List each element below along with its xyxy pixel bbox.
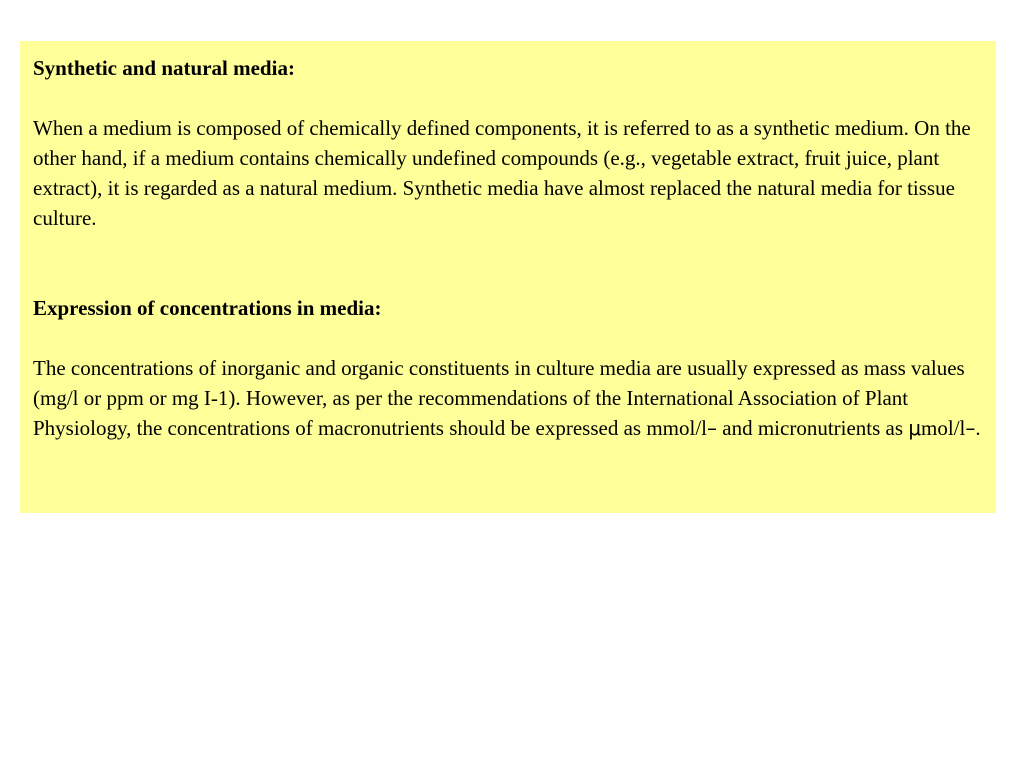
spacer (33, 233, 984, 293)
spacer (33, 83, 984, 113)
synthetic-natural-media-paragraph: When a medium is composed of chemically defined components, it is referred to as a synthetic medium. On the other hand, if a medium contains chemically undefined compounds (e.g., vegetable extract, fruit juice, plant extract), it is regarded as a natural medium. Synthetic media have almost replaced the natural media for tissue culture. (33, 116, 971, 230)
content-text-box (20, 41, 996, 513)
micro-sign: μ (908, 416, 922, 440)
unit-text: mol/l (921, 416, 966, 440)
dash-sign: – (707, 416, 718, 440)
synthetic-natural-media-heading: Synthetic and natural media: (33, 56, 295, 80)
expression-of-concentrations-heading: Expression of concentrations in media: (33, 296, 382, 320)
spacer (33, 323, 984, 353)
period: . (975, 416, 981, 440)
concentrations-text: The concentrations of inorganic and organic constituents in culture media are usually expressed as mass values (mg/l or ppm or mg I-1). However, as per the recommendations of the International Association of Plant Physiology, the concentrations of macronutrients should be expressed as mmol/l (33, 356, 965, 440)
expression-of-concentrations-paragraph (33, 353, 984, 443)
concentrations-text-mid: and micronutrients as (717, 416, 909, 440)
dash-sign: – (965, 416, 976, 440)
